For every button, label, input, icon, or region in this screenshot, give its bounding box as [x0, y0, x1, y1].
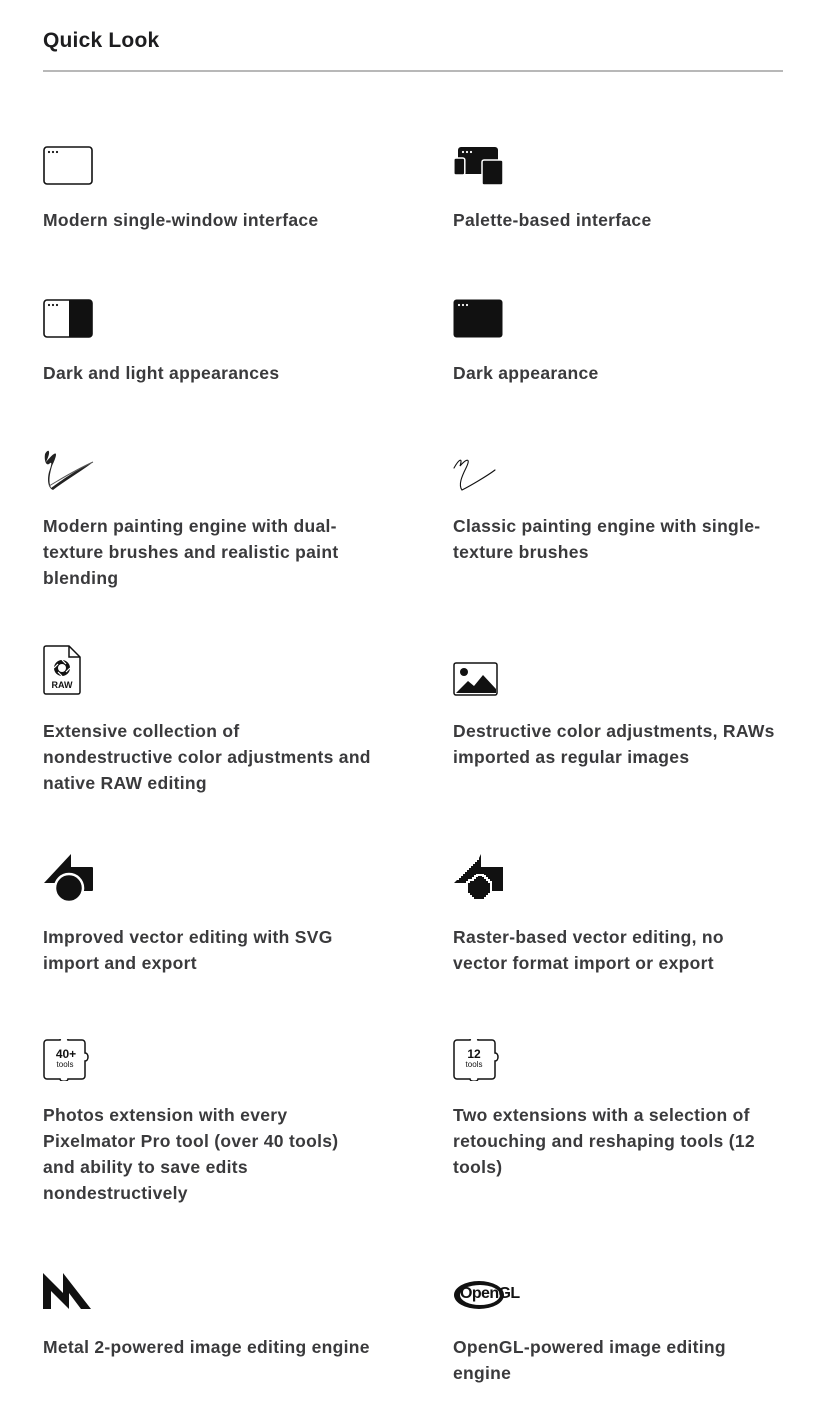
feature-description: Photos extension with every Pixelmator Pro tool (over 40 tools) and ability to save edits nondestructively: [43, 1105, 339, 1203]
dual-texture-brush-icon: [43, 446, 103, 498]
image-icon: [453, 662, 513, 714]
feature-description: Metal 2-powered image editing engine: [43, 1337, 370, 1357]
dark-appearance-icon: [453, 299, 513, 351]
dark-light-appearance-icon: [43, 299, 103, 351]
tools-count-badge: 40+: [55, 1047, 77, 1061]
feature-description: Improved vector editing with SVG import and export: [43, 927, 333, 973]
metal-logo-icon: [43, 1273, 103, 1325]
tools-label-badge: tools: [465, 1060, 483, 1069]
feature-description: Raster-based vector editing, no vector format import or export: [453, 927, 724, 973]
raw-file-icon: [43, 645, 103, 697]
raster-shapes-icon: [453, 850, 513, 902]
opengl-logo-icon: [453, 1273, 533, 1325]
puzzle-40-tools-icon: [43, 1039, 103, 1091]
tools-count-badge: 12: [467, 1047, 481, 1061]
puzzle-12-tools-icon: [453, 1039, 513, 1091]
feature-description: Two extensions with a selection of retouching and reshaping tools (12 tools): [453, 1105, 755, 1177]
feature-description: Classic painting engine with single-texture brushes: [453, 516, 761, 562]
feature-description: Modern painting engine with dual-texture brushes and realistic paint blending: [43, 516, 339, 588]
single-texture-brush-icon: [453, 446, 513, 498]
feature-description: Dark appearance: [453, 363, 599, 383]
section-title: Quick Look: [43, 29, 160, 52]
feature-description: Dark and light appearances: [43, 363, 280, 383]
feature-description: Palette-based interface: [453, 210, 652, 230]
raw-badge: RAW: [51, 680, 73, 690]
single-window-icon: [43, 146, 103, 198]
opengl-badge: OpenGL: [460, 1285, 520, 1302]
feature-description: OpenGL-powered image editing engine: [453, 1337, 726, 1383]
feature-description: Destructive color adjustments, RAWs imported as regular images: [453, 721, 775, 767]
vector-shapes-icon: [43, 850, 103, 902]
feature-description: Modern single-window interface: [43, 210, 319, 230]
feature-description: Extensive collection of nondestructive color adjustments and native RAW editing: [43, 721, 371, 793]
section-divider: [43, 70, 783, 72]
tools-label-badge: tools: [56, 1060, 74, 1069]
palette-windows-icon: [453, 146, 513, 198]
